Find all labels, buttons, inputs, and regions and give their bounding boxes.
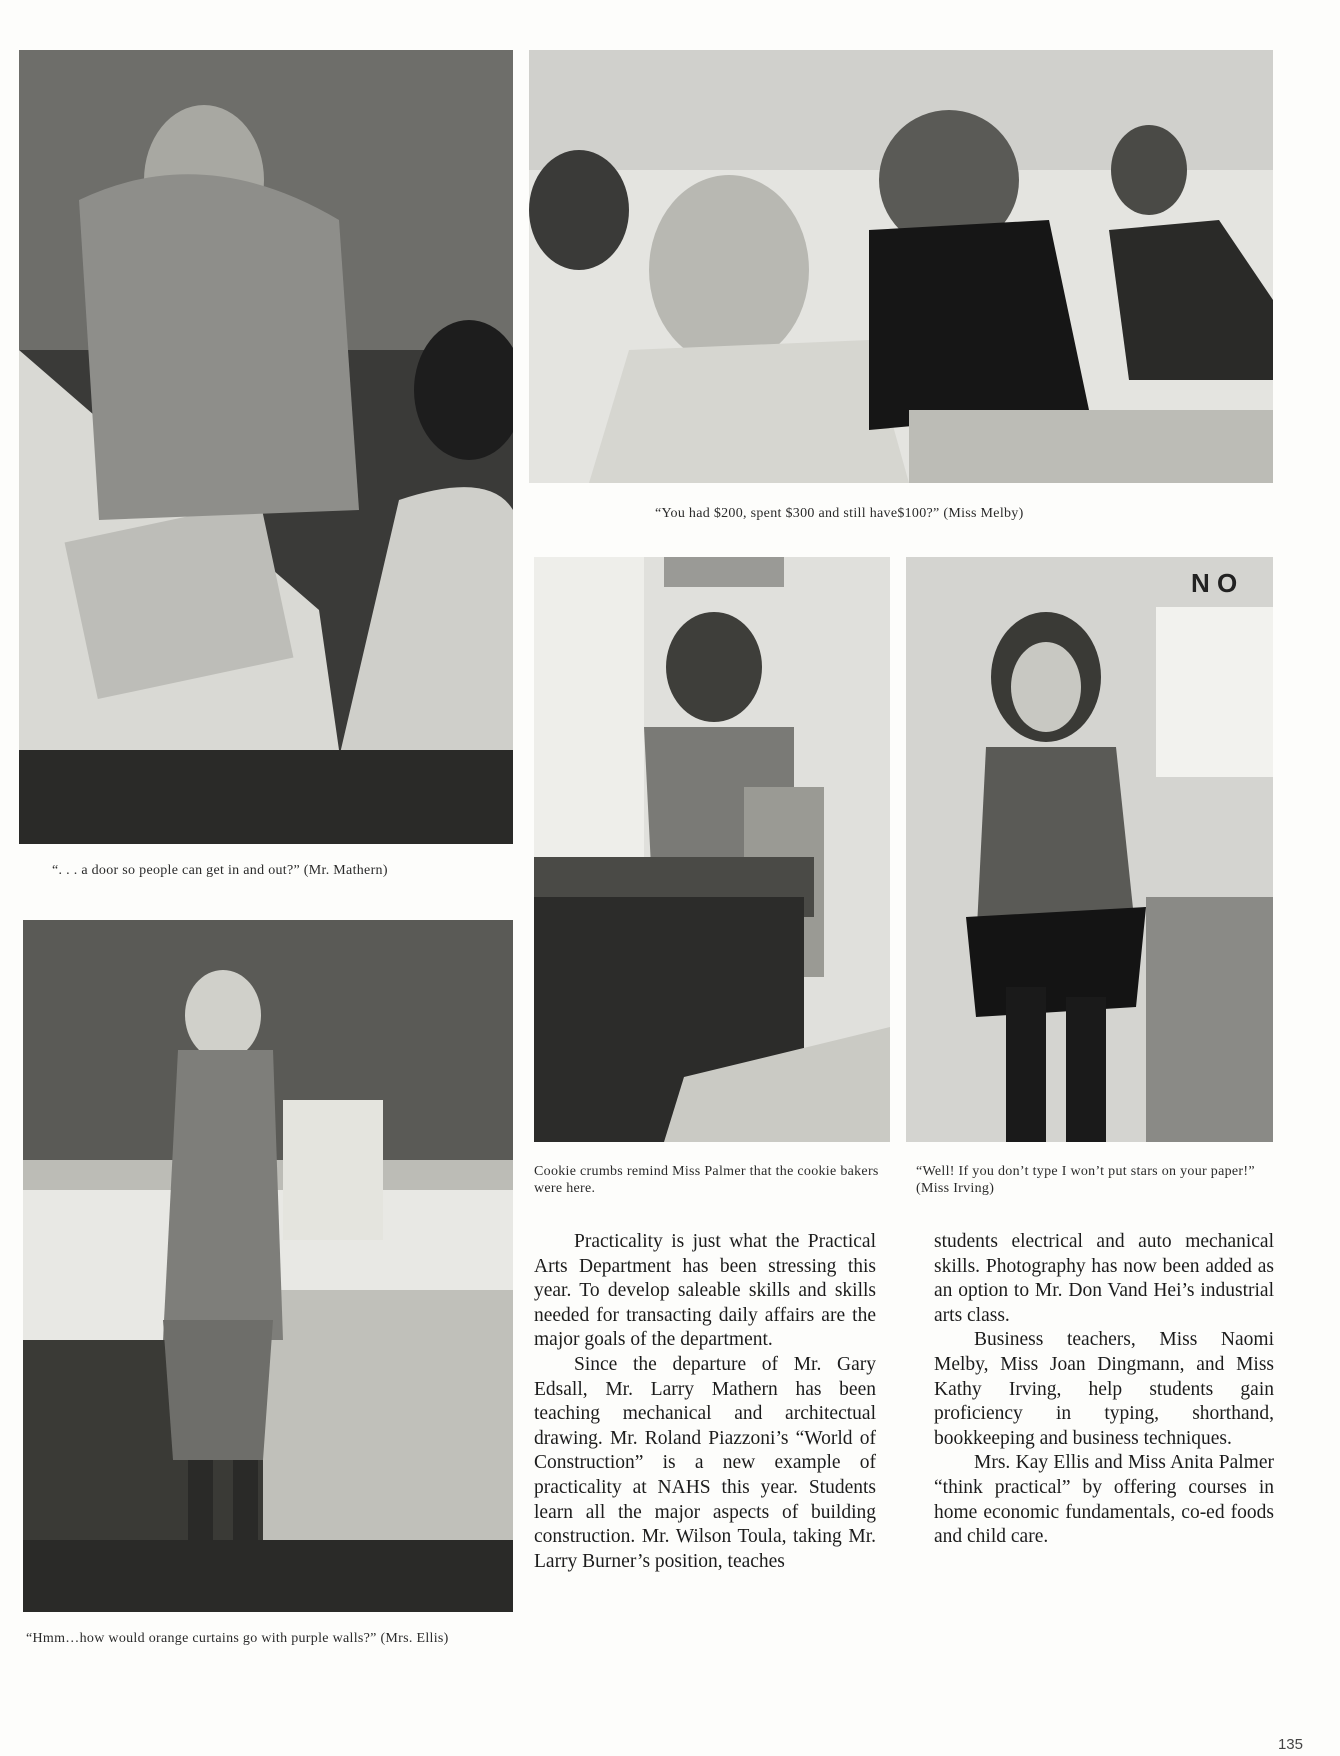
article-paragraph: Mrs. Kay Ellis and Miss Anita Palmer “think practical” by offering courses in home economic fundamentals, co-ed foods and child care. <box>934 1452 1274 1548</box>
caption-drafting: “. . . a door so people can get in and out?” (Mr. Mathern) <box>52 863 388 878</box>
article-paragraph: Practicality is just what the Practical Arts Department has been stressing this year. To develop saleable skills and skills needed for transacting daily affairs are the major goals of the department. <box>534 1231 876 1351</box>
article-paragraph: students electrical and auto mechanical skills. Photography has now been added as an option to Mr. Don Vand Hei’s industrial arts class. <box>934 1231 1274 1326</box>
page-number: 135 <box>1277 1736 1303 1753</box>
poster-letters: N O <box>1191 568 1238 598</box>
caption-curtains: “Hmm…how would orange curtains go with purple walls?” (Mrs. Ellis) <box>26 1631 449 1646</box>
photo-drafting <box>19 50 513 844</box>
article-paragraph: Since the departure of Mr. Gary Edsall, Mr. Larry Mathern has been teaching mechanical and architectual drawing. Mr. Roland Piazzoni’s “World of Construction” is a new example of practicality at NAHS this year. Students learn all the major aspects of building construction. Mr. Wilson Toula, taking Mr. Larry Burner’s position, teaches <box>534 1353 876 1572</box>
caption-math-class: “You had $200, spent $300 and still have$100?” (Miss Melby) <box>655 506 1024 521</box>
article-column-1 <box>534 1230 876 1574</box>
caption-cookie: Cookie crumbs remind Miss Palmer that the cookie bakers were here. <box>534 1164 879 1196</box>
photo-math-class <box>529 50 1273 483</box>
photo-typing-teacher <box>906 557 1273 1142</box>
photo-curtains <box>23 920 513 1612</box>
caption-typing-teacher: “Well! If you don’t type I won’t put stars on your paper!” (Miss Irving) <box>916 1164 1255 1196</box>
article-column-2 <box>934 1230 1274 1550</box>
article-paragraph: Business teachers, Miss Naomi Melby, Miss Joan Dingmann, and Miss Kathy Irving, help students gain proficiency in typing, shorthand, bookkeeping and business techniques. <box>934 1329 1274 1449</box>
photo-cookie <box>534 557 890 1142</box>
